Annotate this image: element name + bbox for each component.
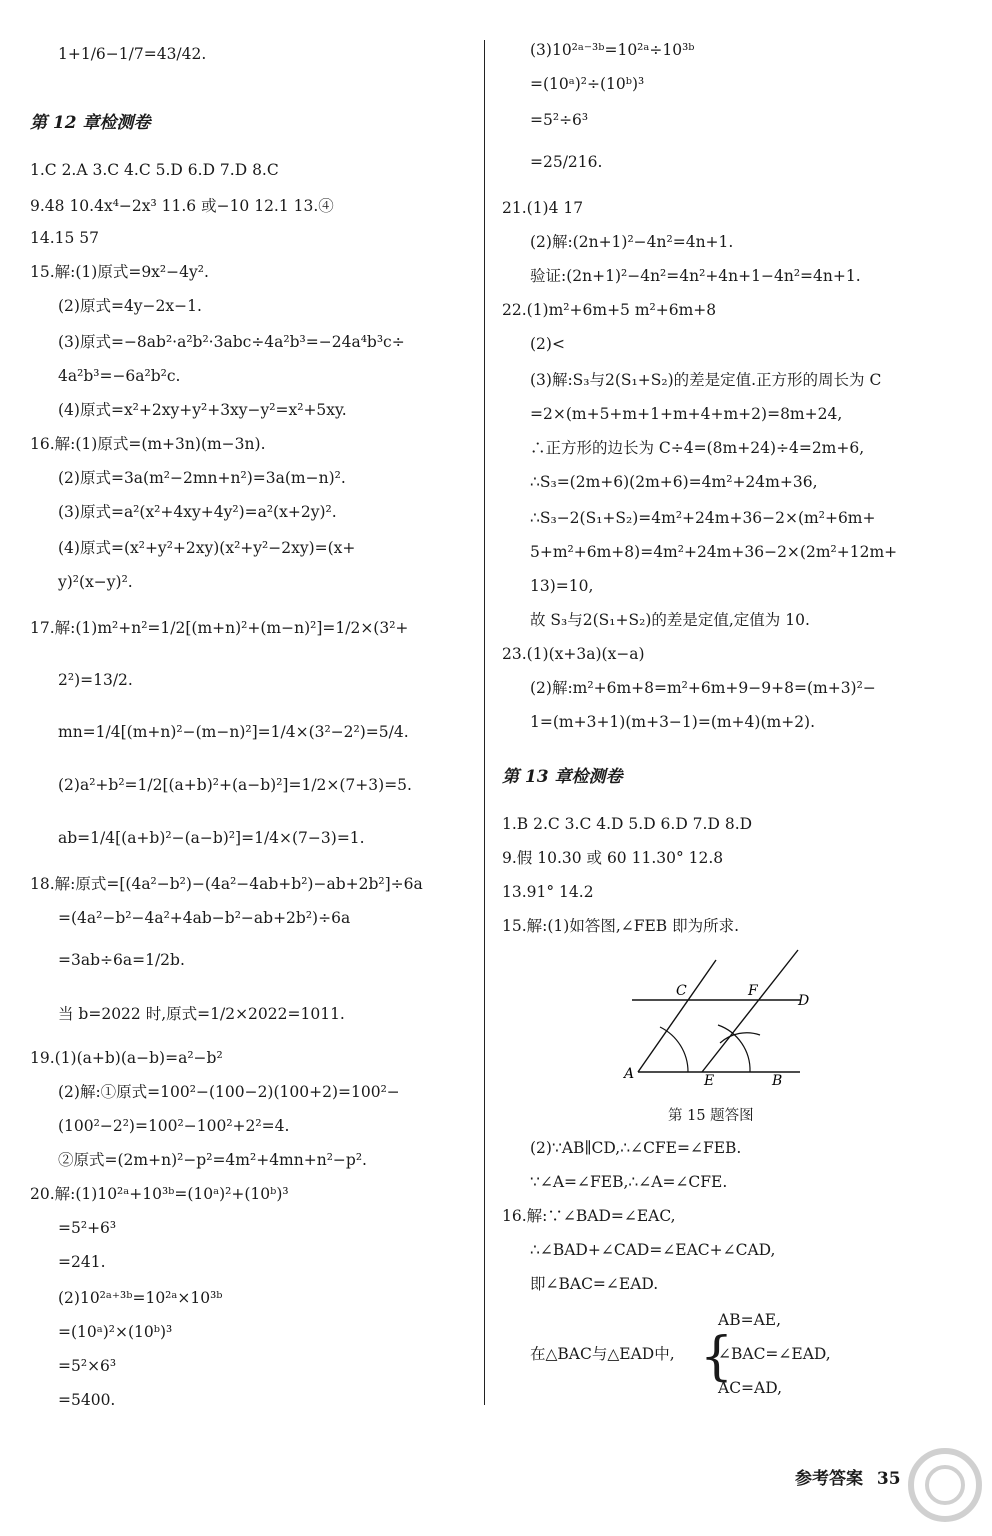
- answer-line: ∴S₃−2(S₁+S₂)=4m²+24m+36−2×(m²+6m+: [530, 509, 876, 527]
- answer-line: =5²+6³: [58, 1219, 117, 1237]
- answer-line: =241.: [58, 1253, 106, 1271]
- answer-line: 14.15 57: [30, 229, 100, 247]
- label-d: D: [798, 993, 810, 1009]
- answer-line: 验证:(2n+1)²−4n²=4n²+4n+1−4n²=4n+1.: [530, 267, 861, 285]
- answer-line: (3)原式=−8ab²·a²b²·3abc÷4a²b³=−24a⁴b³c÷: [58, 333, 405, 351]
- line-ac: [638, 960, 716, 1072]
- answer-line: 21.(1)4 17: [502, 199, 584, 217]
- answer-line: =5²÷6³: [530, 111, 589, 129]
- label-f: F: [748, 983, 758, 999]
- label-c: C: [676, 983, 687, 999]
- answer-line: (100²−2²)=100²−100²+2²=4.: [58, 1117, 290, 1135]
- answer-line: (2)解:m²+6m+8=m²+6m+9−9+8=(m+3)²−: [530, 679, 876, 697]
- answer-line: AC=AD,: [718, 1379, 783, 1397]
- figure-caption: 第 15 题答图: [668, 1108, 754, 1124]
- answer-line: (2)a²+b²=1/2[(a+b)²+(a−b)²]=1/2×(7+3)=5.: [58, 776, 412, 794]
- answer-line: 16.解:∵∠BAD=∠EAC,: [502, 1207, 676, 1225]
- answer-line: 23.(1)(x+3a)(x−a): [502, 645, 645, 663]
- section-heading: 第 13 章检测卷: [502, 767, 623, 787]
- answer-line: 故 S₃与2(S₁+S₂)的差是定值,定值为 10.: [530, 611, 810, 629]
- page-number: 35: [876, 1469, 901, 1489]
- answer-line: 18.解:原式=[(4a²−b²)−(4a²−4ab+b²)−ab+2b²]÷6a: [30, 875, 423, 893]
- answer-line: (4)原式=x²+2xy+y²+3xy−y²=x²+5xy.: [58, 401, 347, 419]
- page-footer: [795, 1464, 901, 1489]
- answer-line: =(10ᵃ)²×(10ᵇ)³: [58, 1323, 173, 1341]
- answer-line: 13)=10,: [530, 577, 594, 595]
- answer-line: =5400.: [58, 1391, 116, 1409]
- answer-line: ∴正方形的边长为 C÷4=(8m+24)÷4=2m+6,: [530, 439, 865, 457]
- answer-line: 15.解:(1)原式=9x²−4y².: [30, 263, 209, 281]
- answer-line: (4)原式=(x²+y²+2xy)(x²+y²−2xy)=(x+: [58, 539, 356, 557]
- answer-line: 13.91° 14.2: [502, 883, 594, 901]
- answer-line: ab=1/4[(a+b)²−(a−b)²]=1/4×(7−3)=1.: [58, 829, 365, 847]
- answer-line: =(4a²−b²−4a²+4ab−b²−ab+2b²)÷6a: [58, 909, 351, 927]
- answer-line: (3)解:S₃与2(S₁+S₂)的差是定值.正方形的周长为 C: [530, 371, 882, 389]
- geometry-figure: [620, 945, 820, 1085]
- answer-line: 9.48 10.4x⁴−2x³ 11.6 或−10 12.1 13.④: [30, 197, 334, 215]
- line-ef: [702, 950, 798, 1072]
- answer-line: 1=(m+3+1)(m+3−1)=(m+4)(m+2).: [530, 713, 816, 731]
- answer-line: (3)10²ᵃ⁻³ᵇ=10²ᵃ÷10³ᵇ: [530, 41, 695, 59]
- answer-line: (2)10²ᵃ⁺³ᵇ=10²ᵃ×10³ᵇ: [58, 1289, 223, 1307]
- answer-line: ∴S₃=(2m+6)(2m+6)=4m²+24m+36,: [530, 473, 818, 491]
- answer-line: =25/216.: [530, 153, 603, 171]
- answer-line: 16.解:(1)原式=(m+3n)(m−3n).: [30, 435, 266, 453]
- system-brace: {: [700, 1327, 734, 1387]
- answer-line: ∠BAC=∠EAD,: [718, 1345, 831, 1363]
- answer-line: AB=AE,: [718, 1311, 782, 1329]
- answer-line: =(10ᵃ)²÷(10ᵇ)³: [530, 75, 645, 93]
- answer-line: y)²(x−y)².: [58, 573, 133, 591]
- answer-line: 2²)=13/2.: [58, 671, 133, 689]
- answer-line: 4a²b³=−6a²b²c.: [58, 367, 181, 385]
- footer-label: 参考答案: [795, 1469, 863, 1489]
- answer-line: 15.解:(1)如答图,∠FEB 即为所求.: [502, 917, 740, 935]
- watermark-logo: [905, 1445, 985, 1525]
- answer-line: 22.(1)m²+6m+5 m²+6m+8: [502, 301, 717, 319]
- answer-line: 即∠BAC=∠EAD.: [530, 1275, 659, 1293]
- answer-line: (2)原式=4y−2x−1.: [58, 297, 202, 315]
- answer-line: (2)解:①原式=100²−(100−2)(100+2)=100²−: [58, 1083, 400, 1101]
- column-divider: [484, 40, 485, 1405]
- section-heading: 第 12 章检测卷: [30, 113, 151, 133]
- answer-line: 9.假 10.30 或 60 11.30° 12.8: [502, 849, 724, 867]
- answer-line: mn=1/4[(m+n)²−(m−n)²]=1/4×(3²−2²)=5/4.: [58, 723, 409, 741]
- answer-line: 17.解:(1)m²+n²=1/2[(m+n)²+(m−n)²]=1/2×(3²+: [30, 619, 409, 637]
- label-a: A: [624, 1066, 635, 1082]
- label-e: E: [704, 1073, 715, 1085]
- answer-line: =2×(m+5+m+1+m+4+m+2)=8m+24,: [530, 405, 843, 423]
- answer-line: 5+m²+6m+8)=4m²+24m+36−2×(2m²+12m+: [530, 543, 898, 561]
- answer-line: 1.C 2.A 3.C 4.C 5.D 6.D 7.D 8.C: [30, 161, 279, 179]
- answer-line: (2)<: [530, 335, 565, 353]
- answer-line: ∴∠BAD+∠CAD=∠EAC+∠CAD,: [530, 1241, 776, 1259]
- answer-line: 1.B 2.C 3.C 4.D 5.D 6.D 7.D 8.D: [502, 815, 753, 833]
- answer-line: (3)原式=a²(x²+4xy+4y²)=a²(x+2y)².: [58, 503, 337, 521]
- answer-line: 1+1/6−1/7=43/42.: [58, 45, 207, 63]
- answer-line: =5²×6³: [58, 1357, 117, 1375]
- answer-line: (2)∵AB∥CD,∴∠CFE=∠FEB.: [530, 1139, 742, 1157]
- answer-line: 19.(1)(a+b)(a−b)=a²−b²: [30, 1049, 223, 1067]
- answer-line: 在△BAC与△EAD中,: [530, 1345, 675, 1363]
- answer-line: (2)解:(2n+1)²−4n²=4n+1.: [530, 233, 734, 251]
- answer-line: (2)原式=3a(m²−2mn+n²)=3a(m−n)².: [58, 469, 346, 487]
- answer-line: =3ab÷6a=1/2b.: [58, 951, 185, 969]
- answer-line: ②原式=(2m+n)²−p²=4m²+4mn+n²−p².: [58, 1151, 367, 1169]
- label-b: B: [772, 1073, 783, 1085]
- answer-line: ∵∠A=∠FEB,∴∠A=∠CFE.: [530, 1173, 728, 1191]
- answer-line: 当 b=2022 时,原式=1/2×2022=1011.: [58, 1005, 345, 1023]
- answer-line: 20.解:(1)10²ᵃ+10³ᵇ=(10ᵃ)²+(10ᵇ)³: [30, 1185, 289, 1203]
